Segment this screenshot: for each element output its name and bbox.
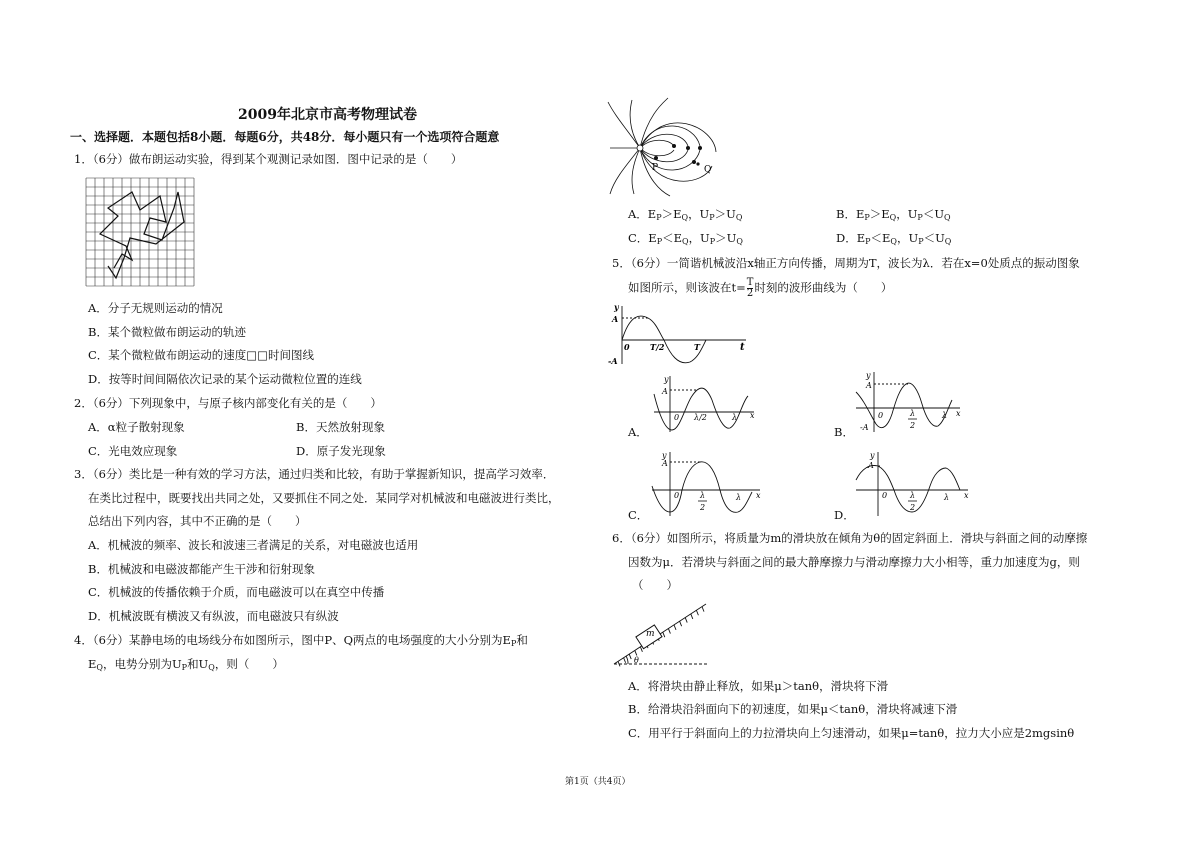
fig-zero: 0 (624, 342, 630, 352)
sub-p: P (181, 663, 188, 672)
sub-q: Q (96, 663, 103, 672)
sep: ，U (688, 231, 710, 245)
q5-vibration-graph (608, 304, 758, 368)
q4-b-e: B．E (836, 207, 865, 221)
lt: ＜ (870, 231, 883, 245)
q6-stem-line3: （ ） (632, 578, 678, 592)
fig-x: x (964, 491, 969, 500)
q5-option-b-label: B． (834, 425, 854, 439)
q2-option-d: D．原子发光现象 (296, 444, 386, 458)
gt: ＞ (715, 231, 727, 245)
q3-option-b: B．机械波和电磁波都能产生干涉和衍射现象 (88, 562, 315, 576)
fig-a: A (612, 314, 619, 324)
q6-option-b: B．给滑块沿斜面向下的初速度，如果μ＜tanθ，滑块将减速下滑 (628, 702, 958, 716)
q4-text-3: E (88, 657, 97, 671)
q5-text-2: 时刻的波形曲线为（ ） (754, 280, 893, 295)
gt: ＞ (869, 207, 882, 221)
q5-option-a-label: A． (628, 425, 648, 439)
frac-num: T (746, 277, 754, 288)
sub-q: Q (735, 213, 743, 222)
sub-p: P (656, 237, 663, 246)
q4-a-e: A．E (628, 207, 657, 221)
fig-x: x (756, 491, 761, 500)
fig-lam2: λ/2 (694, 413, 707, 422)
sub-p: P (656, 213, 662, 222)
q3-option-c: C．机械波的传播依赖于介质，而电磁波可以在真空中传播 (88, 585, 385, 599)
fig-x: x (956, 409, 961, 418)
q6-stem-line2: 因数为μ．若滑块与斜面之间的最大静摩擦力与滑动摩擦力大小相等，重力加速度为g，则 (628, 555, 1080, 569)
q4-option-a: A．$E_P>E_Q$，$U_P>U_Q$ (628, 207, 743, 222)
sub-p: P (510, 639, 517, 648)
gt: ＞ (714, 207, 727, 221)
q2-option-b: B．天然放射现象 (296, 420, 385, 434)
q3-stem-line2: 在类比过程中，既要找出共同之处，又要抓住不同之处．某同学对机械波和电磁波进行类比， (88, 491, 560, 505)
fig-t2: T/2 (650, 342, 665, 352)
q4-stem-line1 (74, 633, 528, 651)
fig-y: y (614, 302, 619, 312)
section-heading: 一、选择题．本题包括8小题．每题6分，共48分．每小题只有一个选项符合题意 (70, 130, 500, 144)
fig-a: A (662, 387, 668, 396)
sub-q: Q (682, 237, 689, 246)
fig-theta: θ (634, 656, 639, 665)
q4-electric-field-figure (604, 96, 724, 196)
sub-q: Q (944, 237, 952, 246)
fig-neg-a: -A (860, 423, 869, 432)
q3-option-d: D．机械波既有横波又有纵波，而电磁波只有纵波 (88, 609, 339, 623)
fig-label-p: P (652, 163, 659, 173)
q5-option-d-label: D． (834, 508, 855, 522)
fig-t: T (694, 342, 700, 352)
sub-p: P (917, 213, 923, 222)
fig-neg-a: -A (608, 356, 618, 366)
half-den: 2 (910, 421, 916, 430)
q4-option-b: B．$E_P>E_Q$，$U_P<U_Q$ (836, 207, 951, 222)
q1-option-b: B．某个微粒做布朗运动的轨迹 (88, 325, 246, 339)
q2-option-a: A．α粒子散射现象 (88, 420, 185, 434)
q2-stem: 2．（6分）下列现象中，与原子核内部变化有关的是（ ） (74, 396, 382, 410)
sub-p: P (709, 213, 715, 222)
q5-stem-line2 (628, 278, 892, 299)
q4-option-d: D．$E_P<E_Q$，$U_P<U_Q$ (836, 231, 952, 246)
fig-a: A (868, 461, 874, 470)
q5-option-d-graph (852, 450, 974, 518)
sub-q: Q (208, 663, 215, 672)
q5-option-b-graph (852, 370, 964, 436)
frac-den: 2 (746, 288, 754, 299)
lt: ＜ (923, 231, 936, 245)
q2-option-c: C．光电效应现象 (88, 444, 178, 458)
half-num: λ (910, 491, 916, 500)
fig-t-axis: t (740, 342, 745, 353)
q5-text-1: 如图所示，则该波在t= (628, 280, 746, 295)
q6-incline-figure (608, 600, 718, 672)
q5-stem-line1: 5．（6分）一简谐机械波沿x轴正方向传播，周期为T，波长为λ．若在x=0处质点的振动图象 (612, 256, 1080, 270)
fig-lam: λ (942, 411, 948, 420)
q4-d-e: D．E (836, 231, 866, 245)
q1-brownian-figure (86, 178, 194, 286)
sub-p: P (864, 213, 870, 222)
q1-stem: 1．（6分）做布朗运动实验，得到某个观测记录如图．图中记录的是（ ） (74, 152, 463, 166)
q4-option-c: C．$E_P<E_Q$，$U_P>U_Q$ (628, 231, 743, 246)
q4-text-5: 和U (187, 657, 209, 671)
sep: ，U (896, 207, 918, 221)
fig-label-q: Q (704, 165, 712, 175)
lt: ＜ (922, 207, 935, 221)
sub-q: Q (889, 213, 897, 222)
q4-stem-line2 (88, 657, 284, 675)
half-den: 2 (910, 503, 916, 512)
fig-y: y (664, 375, 669, 384)
fig-lam: λ (732, 413, 738, 422)
fig-m: m (646, 629, 655, 639)
fig-zero: 0 (674, 491, 680, 500)
sep: ，U (688, 207, 710, 221)
fig-lam: λ (736, 493, 742, 502)
q5-option-c-graph (648, 450, 766, 518)
q3-stem-line1: 3．（6分）类比是一种有效的学习方法，通过归类和比较，有助于掌握新知识，提高学习效率． (74, 467, 555, 481)
fig-y: y (866, 371, 871, 380)
page-footer: 第1页（共4页） (565, 777, 631, 787)
sub-q: Q (681, 213, 689, 222)
q3-option-a: A．机械波的频率、波长和波速三者满足的关系，对电磁波也适用 (88, 538, 419, 552)
fig-a: A (662, 459, 668, 468)
q1-option-a: A．分子无规则运动的情况 (88, 301, 223, 315)
fig-a: A (866, 381, 872, 390)
q4-text-6: ，则（ ） (214, 657, 284, 671)
q5-fraction (747, 278, 754, 299)
q5-option-a-graph (650, 374, 760, 434)
q6-stem-line1: 6．（6分）如图所示，将质量为m的滑块放在倾角为θ的固定斜面上．滑块与斜面之间的动摩擦 (612, 531, 1088, 545)
q4-text-4: ，电势分别为U (102, 657, 182, 671)
q1-option-d: D．按等时间间隔依次记录的某个运动微粒位置的连线 (88, 372, 362, 386)
q6-option-c: C．用平行于斜面向上的力拉滑块向上匀速滑动，如果μ=tanθ，拉力大小应是2mgsinθ (628, 726, 1075, 740)
half-den: 2 (700, 503, 706, 512)
q3-stem-line3: 总结出下列内容，其中不正确的是（ ） (88, 514, 307, 528)
sub-q: Q (890, 237, 897, 246)
q4-text-1: 4．（6分）某静电场的电场线分布如图所示，图中P、Q两点的电场强度的大小分别为E (74, 633, 511, 647)
sep: ，U (896, 231, 919, 245)
lt: ＜ (662, 231, 674, 245)
gt: ＞ (661, 207, 674, 221)
sub-q: Q (736, 237, 743, 246)
half-num: λ (700, 491, 706, 500)
fig-x: x (750, 411, 755, 420)
fig-y: y (662, 451, 667, 460)
half-num: λ (910, 409, 916, 418)
q4-c-e: C．E (628, 231, 657, 245)
fig-zero: 0 (878, 411, 884, 420)
sub-q: Q (944, 213, 951, 222)
fig-y: y (870, 451, 875, 460)
q5-option-c-label: C． (628, 508, 649, 522)
fig-zero: 0 (882, 491, 888, 500)
sub-p: P (918, 237, 924, 246)
paper-title: 2009年北京市高考物理试卷 (238, 107, 417, 123)
q1-option-c: C．某个微粒做布朗运动的速度□□时间图线 (88, 348, 315, 362)
q6-option-a: A．将滑块由静止释放，如果μ＞tanθ，滑块将下滑 (628, 679, 889, 693)
q4-text-2: 和 (516, 633, 528, 647)
sub-p: P (865, 237, 871, 246)
fig-lam: λ (944, 493, 950, 502)
sub-p: P (709, 237, 716, 246)
fig-zero: 0 (674, 413, 680, 422)
